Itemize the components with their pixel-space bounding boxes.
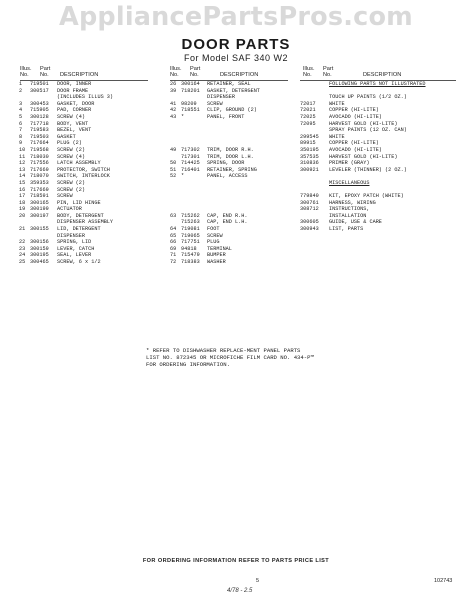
part-number: 300517 (30, 87, 49, 94)
parts-row (19, 246, 149, 253)
illus-number: 17 (19, 193, 26, 200)
part-description: DISPENSER (57, 232, 86, 239)
parts-row (170, 154, 295, 161)
parts-row (300, 200, 460, 207)
part-description: DOOR FRAME (57, 87, 89, 94)
part-number: 715479 (181, 252, 200, 259)
parts-row (170, 200, 295, 207)
illus-number: 13 (19, 166, 26, 173)
part-number: 300128 (30, 113, 49, 120)
part-number: 719065 (181, 232, 200, 239)
parts-row (19, 206, 149, 213)
illus-number: 52 (170, 173, 177, 180)
illus-number: 16 (19, 186, 26, 193)
parts-row (19, 239, 149, 246)
illus-number: 18 (19, 199, 26, 206)
header-no: No. (170, 72, 179, 78)
part-description: SPRING, LID (57, 239, 92, 246)
page-number: 5 (256, 578, 260, 584)
parts-row (19, 88, 149, 95)
illus-number: 22 (19, 239, 26, 246)
illus-number: 23 (19, 245, 26, 252)
part-number: 717301 (181, 153, 200, 160)
part-number: 300195 (30, 252, 49, 259)
illus-number: 20 (19, 212, 26, 219)
illus-number: 19 (19, 206, 26, 213)
parts-row (300, 127, 460, 134)
part-description: DISPENSER ASSEMBLY (57, 219, 114, 226)
part-description: INSTRUCTIONS, (329, 206, 370, 213)
parts-row (300, 114, 460, 121)
part-number: 300164 (181, 81, 200, 87)
part-description: CLIP, GROUND (2) (207, 107, 257, 114)
illus-number: 63 (170, 212, 177, 219)
illus-number: 15 (19, 179, 26, 186)
part-description: SCREW (4) (57, 153, 86, 160)
illus-number: 39 (170, 87, 177, 94)
parts-column-3 (300, 81, 460, 233)
part-description: PANEL, FRONT (207, 113, 245, 120)
parts-row (19, 94, 149, 101)
parts-row (300, 88, 460, 95)
page-title: DOOR PARTS (181, 36, 291, 53)
part-description: TRIM, DOOR L.H. (207, 153, 254, 160)
parts-row (170, 233, 295, 240)
part-number: * (181, 173, 185, 180)
parts-row (170, 94, 295, 101)
parts-row (170, 121, 295, 128)
parts-row (300, 81, 460, 88)
part-number: 359353 (30, 179, 49, 186)
parts-row (300, 180, 460, 187)
part-description: TOUCH UP PAINTS (1/2 OZ.) (329, 94, 407, 101)
part-number: 98209 (181, 100, 197, 107)
part-description: TERMINAL (207, 245, 232, 252)
part-number: 308712 (300, 206, 319, 213)
parts-row (300, 154, 460, 161)
part-description: RETAINER, SPRING (207, 166, 257, 173)
part-number: 72025 (300, 113, 316, 120)
illus-number: 25 (19, 259, 26, 266)
parts-row (300, 193, 460, 200)
part-number: 300605 (300, 219, 319, 226)
illus-number: 69 (170, 245, 177, 252)
header-illus: Illus. (303, 66, 315, 72)
illus-number: 4 (19, 107, 23, 114)
parts-row (19, 233, 149, 240)
parts-row (170, 114, 295, 121)
header-description: DESCRIPTION (220, 72, 259, 78)
parts-row (170, 160, 295, 167)
header-no2: No. (190, 72, 199, 78)
part-number: 300465 (30, 259, 49, 266)
part-number: 716401 (181, 166, 200, 173)
part-number: 300453 (30, 100, 49, 107)
illus-number: 12 (19, 160, 26, 167)
part-number: 300943 (300, 226, 319, 233)
part-number: 72017 (300, 100, 316, 107)
parts-row (170, 226, 295, 233)
parts-row (300, 206, 460, 213)
replacement-panel-note: * REFER TO DISHWASHER REPLACE-MENT PANEL PARTS LIST NO. 872345 OR MICROFICHE FILM CARD NO. 434-P™ FOR ORDERING INFORMATION. (146, 347, 314, 368)
part-description: GASKET (57, 133, 76, 140)
parts-row (300, 107, 460, 114)
part-description: LEVER, CATCH (57, 245, 95, 252)
watermark-logo: AppliancePartsPros.com (59, 2, 413, 32)
parts-row (300, 121, 460, 128)
part-description: WASHER (207, 259, 226, 266)
illus-number: 5 (19, 113, 23, 120)
part-number: 300197 (30, 212, 49, 219)
parts-row (19, 114, 149, 121)
part-description: ACTUATOR (57, 206, 82, 213)
part-description: LATCH ASSEMBLY (57, 160, 101, 167)
part-description: RETAINER, SEAL (207, 81, 251, 87)
ordering-footer: FOR ORDERING INFORMATION REFER TO PARTS PRICE LIST (142, 558, 330, 564)
part-description: SCREW (2) (57, 179, 86, 186)
parts-row (170, 140, 295, 147)
parts-row (19, 147, 149, 154)
part-description: FOOT (207, 226, 220, 233)
parts-row (300, 160, 460, 167)
part-number: 717718 (30, 120, 49, 127)
part-number: 717556 (30, 160, 49, 167)
parts-row (19, 180, 149, 187)
illus-number: 6 (19, 120, 23, 127)
part-description: SEAL, LEVER (57, 252, 92, 259)
part-number: 300159 (30, 245, 49, 252)
illus-number: 21 (19, 226, 26, 233)
illus-number: 9 (19, 140, 23, 147)
illus-number: 41 (170, 100, 177, 107)
part-description: SCREW (2) (57, 186, 86, 193)
part-number: 779840 (300, 193, 319, 200)
part-description: SCREW, 6 x 1/2 (57, 259, 101, 266)
part-description: COPPER (HI-LITE) (329, 140, 379, 147)
part-description: SCREW (2) (57, 146, 86, 153)
header-description: DESCRIPTION (60, 72, 99, 78)
part-description: SCREW (207, 100, 223, 107)
part-description: SPRAY PAINTS (12 OZ. CAN) (329, 127, 407, 134)
illus-number: 26 (170, 81, 177, 87)
part-number: 94818 (181, 245, 197, 252)
parts-row (19, 121, 149, 128)
illus-number: 43 (170, 113, 177, 120)
parts-row (300, 226, 460, 233)
part-description: BUMPER (207, 252, 226, 259)
parts-row (170, 81, 295, 88)
part-number: 715263 (181, 219, 200, 226)
parts-row (19, 213, 149, 220)
parts-row (170, 101, 295, 108)
parts-row (19, 200, 149, 207)
part-number: 350195 (300, 146, 319, 153)
part-description: BODY, DETERGENT (57, 212, 104, 219)
part-description: GASKET, DOOR (57, 100, 95, 107)
part-description: WHITE (329, 133, 345, 140)
part-number: 719081 (181, 226, 200, 233)
parts-row (170, 147, 295, 154)
part-description: GASKET, DETERGENT (207, 87, 260, 94)
part-description: PROTECTOR, SWITCH (57, 166, 110, 173)
section-heading: FOLLOWING PARTS NOT ILLUSTRATED (329, 81, 426, 87)
part-number: 719503 (30, 133, 49, 140)
illus-number: 11 (19, 153, 26, 160)
part-description: CAP, END R.H. (207, 212, 248, 219)
header-part: Part (323, 66, 334, 72)
parts-column-1 (19, 81, 149, 266)
part-number: 719501 (30, 81, 49, 87)
part-description: PANEL, ACCESS (207, 173, 248, 180)
parts-row (170, 259, 295, 266)
part-number: 717751 (181, 239, 200, 246)
part-number: 357535 (300, 153, 319, 160)
illus-number: 2 (19, 87, 23, 94)
parts-row (170, 167, 295, 174)
part-number: 300155 (30, 226, 49, 233)
parts-row (170, 187, 295, 194)
illus-number: 10 (19, 146, 26, 153)
header-part: Part (190, 66, 201, 72)
part-number: 72095 (300, 120, 316, 127)
part-description: INSTALLATION (329, 212, 367, 219)
parts-row (170, 239, 295, 246)
header-part: Part (40, 66, 51, 72)
part-description: BODY, VENT (57, 120, 89, 127)
part-description: SCREW (207, 232, 223, 239)
part-number: 310836 (300, 160, 319, 167)
parts-row (19, 154, 149, 161)
parts-row (170, 88, 295, 95)
parts-row (170, 193, 295, 200)
part-description: HARVEST GOLD (HI-LITE) (329, 153, 398, 160)
parts-row (170, 127, 295, 134)
header-no: No. (303, 72, 312, 78)
parts-row (300, 147, 460, 154)
parts-row (19, 127, 149, 134)
part-number: 717664 (30, 140, 49, 147)
parts-row (300, 101, 460, 108)
part-description: DOOR, INNER (57, 81, 92, 87)
part-description: HARNESS, WIRING (329, 199, 376, 206)
parts-row (170, 246, 295, 253)
parts-row (300, 173, 460, 180)
part-description: DISPENSER (207, 94, 236, 101)
part-number: 717302 (181, 146, 200, 153)
part-description: SCREW (4) (57, 113, 86, 120)
parts-row (19, 160, 149, 167)
illus-number: 7 (19, 127, 23, 134)
part-description: SCREW (57, 193, 73, 200)
part-number: * (181, 113, 185, 120)
part-number: 717669 (30, 166, 49, 173)
parts-row (19, 107, 149, 114)
parts-row (19, 81, 149, 88)
part-number: 718383 (181, 259, 200, 266)
part-number: 718030 (30, 153, 49, 160)
parts-row (170, 180, 295, 187)
document-number: 102743 (434, 578, 453, 584)
parts-row (300, 187, 460, 194)
illus-number: 49 (170, 146, 177, 153)
parts-row (19, 101, 149, 108)
part-description: LID, DETERGENT (57, 226, 101, 233)
parts-row (300, 167, 460, 174)
part-number: 89915 (300, 140, 316, 147)
part-description: PLUG (2) (57, 140, 82, 147)
parts-row (19, 134, 149, 141)
parts-row (19, 187, 149, 194)
parts-row (170, 107, 295, 114)
part-number: 300761 (300, 199, 319, 206)
part-number: 718551 (181, 107, 200, 114)
illus-number: 71 (170, 252, 177, 259)
illus-number: 50 (170, 160, 177, 167)
parts-row (300, 94, 460, 101)
part-number: 300199 (30, 206, 49, 213)
illus-number: 1 (19, 81, 23, 87)
part-description: AVOCADO (HI-LITE) (329, 146, 382, 153)
parts-row (19, 193, 149, 200)
header-description: DESCRIPTION (363, 72, 402, 78)
part-description: PLUG (207, 239, 220, 246)
illus-number: 24 (19, 252, 26, 259)
parts-row (170, 213, 295, 220)
part-description: PRIMER (GRAY) (329, 160, 370, 167)
parts-row (170, 252, 295, 259)
parts-row (300, 134, 460, 141)
parts-row (19, 140, 149, 147)
header-no: No. (20, 72, 29, 78)
parts-row (300, 213, 460, 220)
part-description: (INCLUDES ILLUS 3) (57, 94, 114, 101)
part-description: KIT, EPOXY PATCH (WHITE) (329, 193, 404, 200)
illus-number: 14 (19, 173, 26, 180)
part-description: LEVELER (THINNER) (2 OZ.) (329, 166, 407, 173)
illus-number: 64 (170, 226, 177, 233)
parts-row (19, 259, 149, 266)
part-number: 718591 (30, 193, 49, 200)
part-description: BEZEL, VENT (57, 127, 92, 134)
illus-number: 66 (170, 239, 177, 246)
illus-number: 65 (170, 232, 177, 239)
part-description: CAP, END L.H. (207, 219, 248, 226)
part-description: COPPER (HI-LITE) (329, 107, 379, 114)
illus-number: 42 (170, 107, 177, 114)
part-description: PIN, LID HINGE (57, 199, 101, 206)
part-description: TRIM, DOOR R.H. (207, 146, 254, 153)
parts-row (170, 134, 295, 141)
illus-number: 51 (170, 166, 177, 173)
part-description: GUIDE, USE & CARE (329, 219, 382, 226)
part-description: PAD, CORNER (57, 107, 92, 114)
illus-number: 72 (170, 259, 177, 266)
part-number: 719568 (30, 146, 49, 153)
illus-number: 3 (19, 100, 23, 107)
part-number: 719583 (30, 127, 49, 134)
part-description: WHITE (329, 100, 345, 107)
parts-row (170, 173, 295, 180)
parts-row (300, 140, 460, 147)
parts-row (19, 226, 149, 233)
header-illus: Illus. (170, 66, 182, 72)
date-stamp: 4/78 - 2.5 (227, 588, 253, 594)
part-number: 715905 (30, 107, 49, 114)
part-number: 72021 (300, 107, 316, 114)
parts-row (19, 219, 149, 226)
header-illus: Illus. (20, 66, 32, 72)
part-number: 299545 (300, 133, 319, 140)
section-heading: MISCELLANEOUS (329, 179, 370, 186)
parts-row (300, 219, 460, 226)
page-subtitle: For Model SAF 340 W2 (183, 53, 289, 63)
part-number: 300921 (300, 166, 319, 173)
part-number: 300165 (30, 199, 49, 206)
part-number: 717669 (30, 186, 49, 193)
part-description: SWITCH, INTERLOCK (57, 173, 110, 180)
header-no2: No. (323, 72, 332, 78)
parts-row (19, 167, 149, 174)
parts-row (170, 219, 295, 226)
part-number: 300156 (30, 239, 49, 246)
part-description: HARVEST GOLD (HI-LITE) (329, 120, 398, 127)
part-description: SPRING, DOOR (207, 160, 245, 167)
part-number: 714425 (181, 160, 200, 167)
parts-row (170, 206, 295, 213)
parts-row (19, 173, 149, 180)
part-number: 715262 (181, 212, 200, 219)
part-description: AVOCADO (HI-LITE) (329, 113, 382, 120)
illus-number: 8 (19, 133, 23, 140)
part-number: 718070 (30, 173, 49, 180)
header-no2: No. (40, 72, 49, 78)
parts-row (19, 252, 149, 259)
part-number: 718201 (181, 87, 200, 94)
parts-column-2 (170, 81, 295, 266)
part-description: LIST, PARTS (329, 226, 364, 233)
